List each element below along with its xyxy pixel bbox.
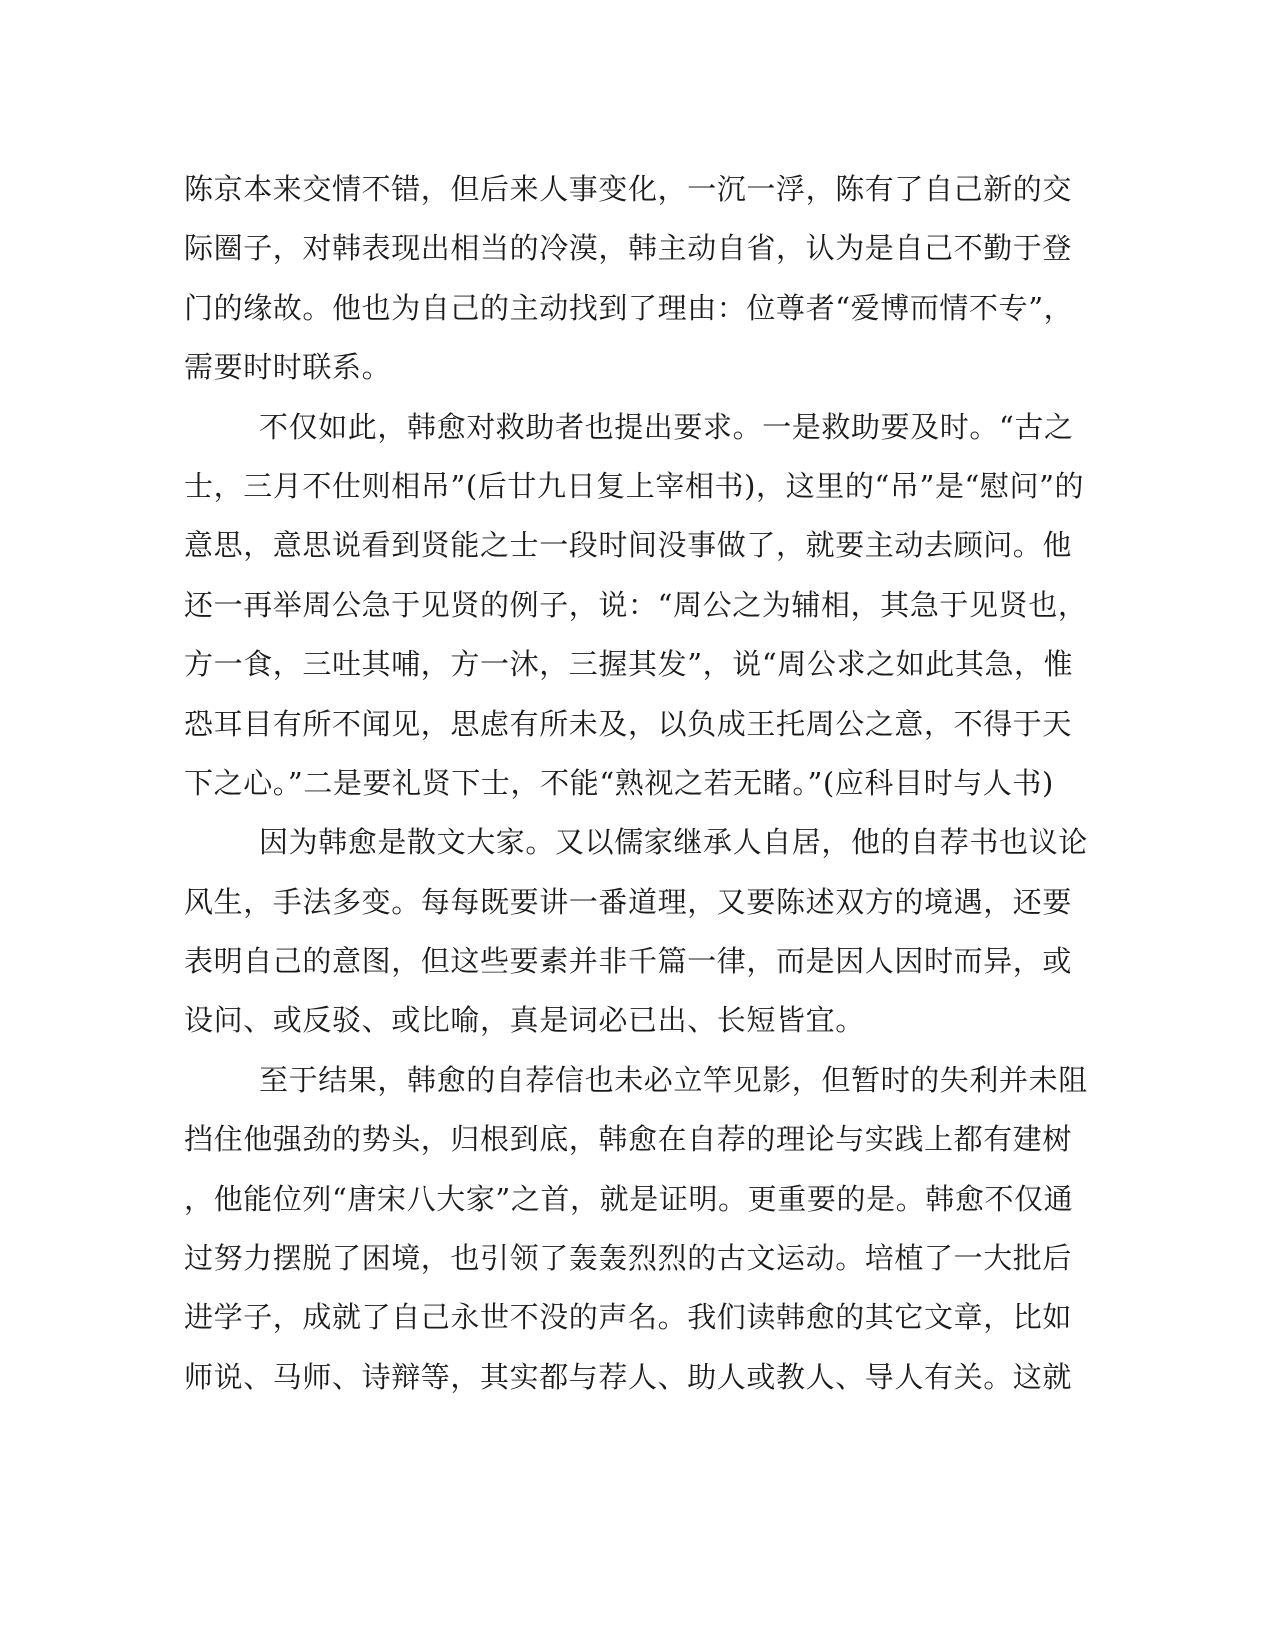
text-line: 挡住他强劲的势头，归根到底，韩愈在自荐的理论与实践上都有建树 [184,1122,1073,1157]
text-line: 不仅如此，韩愈对救助者也提出要求。一是救助要及时。“古之 [259,409,1074,444]
text-line: 门的缘故。他也为自己的主动找到了理由：位尊者“爱博而情不专”， [184,290,1074,325]
text-line: 士，三月不仕则相吊”(后廿九日复上宰相书)，这里的“吊”是“慰问”的 [184,468,1085,503]
body-text [184,160,1088,1407]
paragraph [184,813,1088,1051]
text-line: 师说、马师、诗辩等，其实都与荐人、助人或教人、导人有关。这就 [184,1359,1073,1394]
text-line: ，他能位列“唐宋八大家”之首，就是证明。更重要的是。韩愈不仅通 [184,1181,1074,1216]
text-line: 设问、或反驳、或比喻，真是词必已出、长短皆宜。 [184,1003,865,1038]
paragraph [184,1051,1088,1407]
text-line: 至于结果，韩愈的自荐信也未必立竿见影，但暂时的失利并未阻 [259,1062,1088,1097]
text-line: 陈京本来交情不错，但后来人事变化，一沉一浮，陈有了自己新的交 [184,172,1073,206]
text-line: 还一再举周公急于见贤的例子，说：“周公之为辅相，其急于见贤也， [184,587,1088,622]
text-line: 恐耳目有所不闻见，思虑有所未及，以负成王托周公之意，不得于天 [184,706,1073,741]
text-line: 风生，手法多变。每每既要讲一番道理，又要陈述双方的境遇，还要 [184,884,1073,919]
text-line: 需要时时联系。 [184,350,392,385]
text-line: 方一食，三吐其哺，方一沐，三握其发”，说“周公求之如此其急，惟 [184,647,1074,682]
text-line: 因为韩愈是散文大家。又以儒家继承人自居，他的自荐书也议论 [259,825,1088,860]
text-line: 表明自己的意图，但这些要素并非千篇一律，而是因人因时而异，或 [184,944,1073,979]
text-line: 下之心。”二是要礼贤下士，不能“熟视之若无睹。”(应科目时与人书) [184,765,1054,800]
text-line: 过努力摆脱了困境，也引领了轰轰烈烈的古文运动。培植了一大批后 [184,1241,1073,1276]
text-line: 进学子，成就了自己永世不没的声名。我们读韩愈的其它文章，比如 [184,1300,1073,1335]
paragraph [184,160,1074,398]
text-line: 际圈子，对韩表现出相当的冷漠，韩主动自省，认为是自己不勤于登 [184,231,1073,266]
paragraph [184,398,1088,814]
text-line: 意思，意思说看到贤能之士一段时间没事做了，就要主动去顾问。他 [184,528,1073,563]
